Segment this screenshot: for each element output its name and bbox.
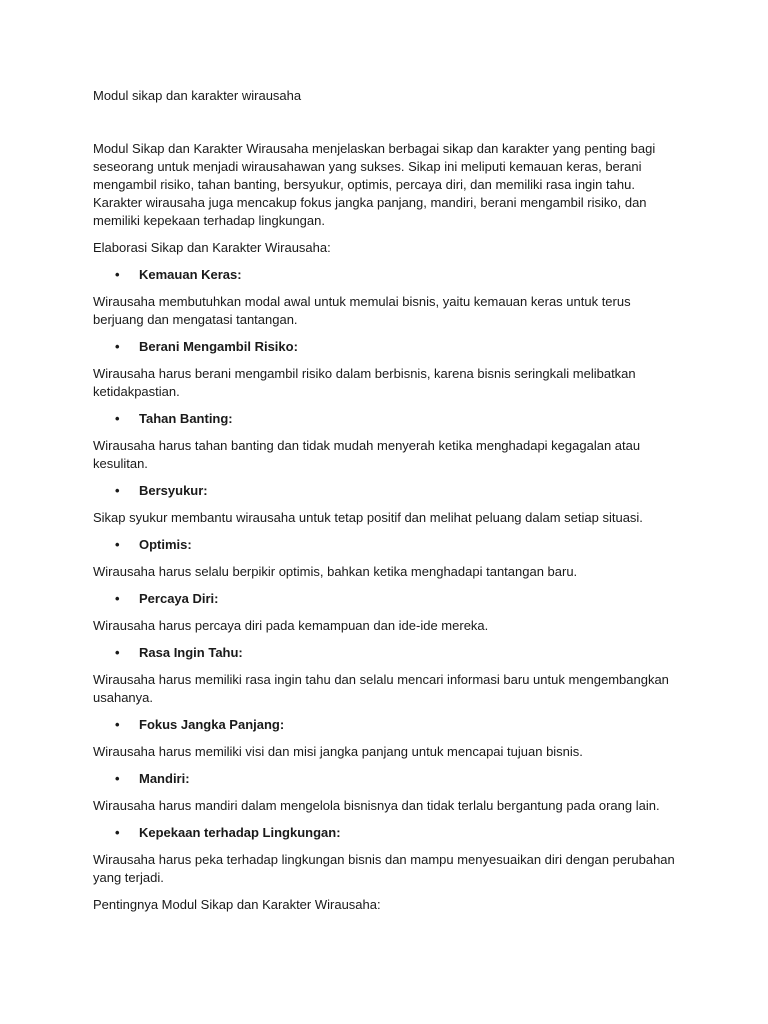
trait-description: Wirausaha membutuhkan modal awal untuk memulai bisnis, yaitu kemauan keras untuk terus berjuang dan mengatasi tantangan. [93,294,631,327]
bullet-icon: • [115,717,120,732]
bullet-icon: • [115,537,120,552]
trait-description: Wirausaha harus berani mengambil risiko dalam berbisnis, karena bisnis seringkali melibatkan ketidakpastian. [93,366,636,399]
bullet-icon: • [115,411,120,426]
trait-bullet [93,644,678,662]
trait-label: Fokus Jangka Panjang: [139,717,285,732]
trait-description: Wirausaha harus mandiri dalam mengelola bisnisnya dan tidak terlalu bergantung pada orang lain. [93,798,660,813]
document-body [93,86,678,923]
bullet-icon: • [115,591,120,606]
trait-bullet [93,410,678,428]
trait-bullet [93,716,678,734]
trait-description: Wirausaha harus memiliki visi dan misi jangka panjang untuk mencapai tujuan bisnis. [93,744,583,759]
trait-description: Wirausaha harus selalu berpikir optimis, bahkan ketika menghadapi tantangan baru. [93,564,578,579]
closing-heading: Pentingnya Modul Sikap dan Karakter Wirausaha: [93,897,381,912]
trait-description: Wirausaha harus tahan banting dan tidak mudah menyerah ketika menghadapi kegagalan atau kesulitan. [93,438,641,471]
trait-label: Kemauan Keras: [139,267,242,282]
bullet-icon: • [115,339,120,354]
trait-bullet [93,338,678,356]
trait-bullet [93,482,678,500]
trait-bullet [93,536,678,554]
bullet-icon: • [115,267,120,282]
trait-bullet [93,266,678,284]
trait-list [93,266,678,887]
trait-description: Wirausaha harus memiliki rasa ingin tahu dan selalu mencari informasi baru untuk mengembangkan usahanya. [93,672,669,705]
trait-bullet [93,770,678,788]
bullet-icon: • [115,825,120,840]
trait-bullet [93,824,678,842]
trait-label: Rasa Ingin Tahu: [139,645,243,660]
elaboration-heading: Elaborasi Sikap dan Karakter Wirausaha: [93,240,331,255]
trait-description: Sikap syukur membantu wirausaha untuk tetap positif dan melihat peluang dalam setiap situasi. [93,510,643,525]
trait-label: Mandiri: [139,771,190,786]
intro-paragraph: Modul Sikap dan Karakter Wirausaha menjelaskan berbagai sikap dan karakter yang penting bagi seseorang untuk menjadi wirausahawan yang sukses. Sikap ini meliputi kemauan keras, berani mengambil risiko, tahan banting, bersyukur, optimis, percaya diri, dan memiliki rasa ingin tahu. Karakter wirausaha juga mencakup fokus jangka panjang, mandiri, berani mengambil risiko, dan memiliki kepekaan terhadap lingkungan. [93,141,656,228]
bullet-icon: • [115,645,120,660]
trait-description: Wirausaha harus percaya diri pada kemampuan dan ide-ide mereka. [93,618,489,633]
trait-bullet [93,590,678,608]
trait-label: Kepekaan terhadap Lingkungan: [139,825,341,840]
trait-label: Bersyukur: [139,483,208,498]
trait-label: Tahan Banting: [139,411,233,426]
document-title: Modul sikap dan karakter wirausaha [93,88,302,103]
trait-label: Optimis: [139,537,192,552]
bullet-icon: • [115,483,120,498]
trait-label: Percaya Diri: [139,591,219,606]
bullet-icon: • [115,771,120,786]
trait-label: Berani Mengambil Risiko: [139,339,298,354]
trait-description: Wirausaha harus peka terhadap lingkungan bisnis dan mampu menyesuaikan diri dengan perubahan yang terjadi. [93,852,675,885]
